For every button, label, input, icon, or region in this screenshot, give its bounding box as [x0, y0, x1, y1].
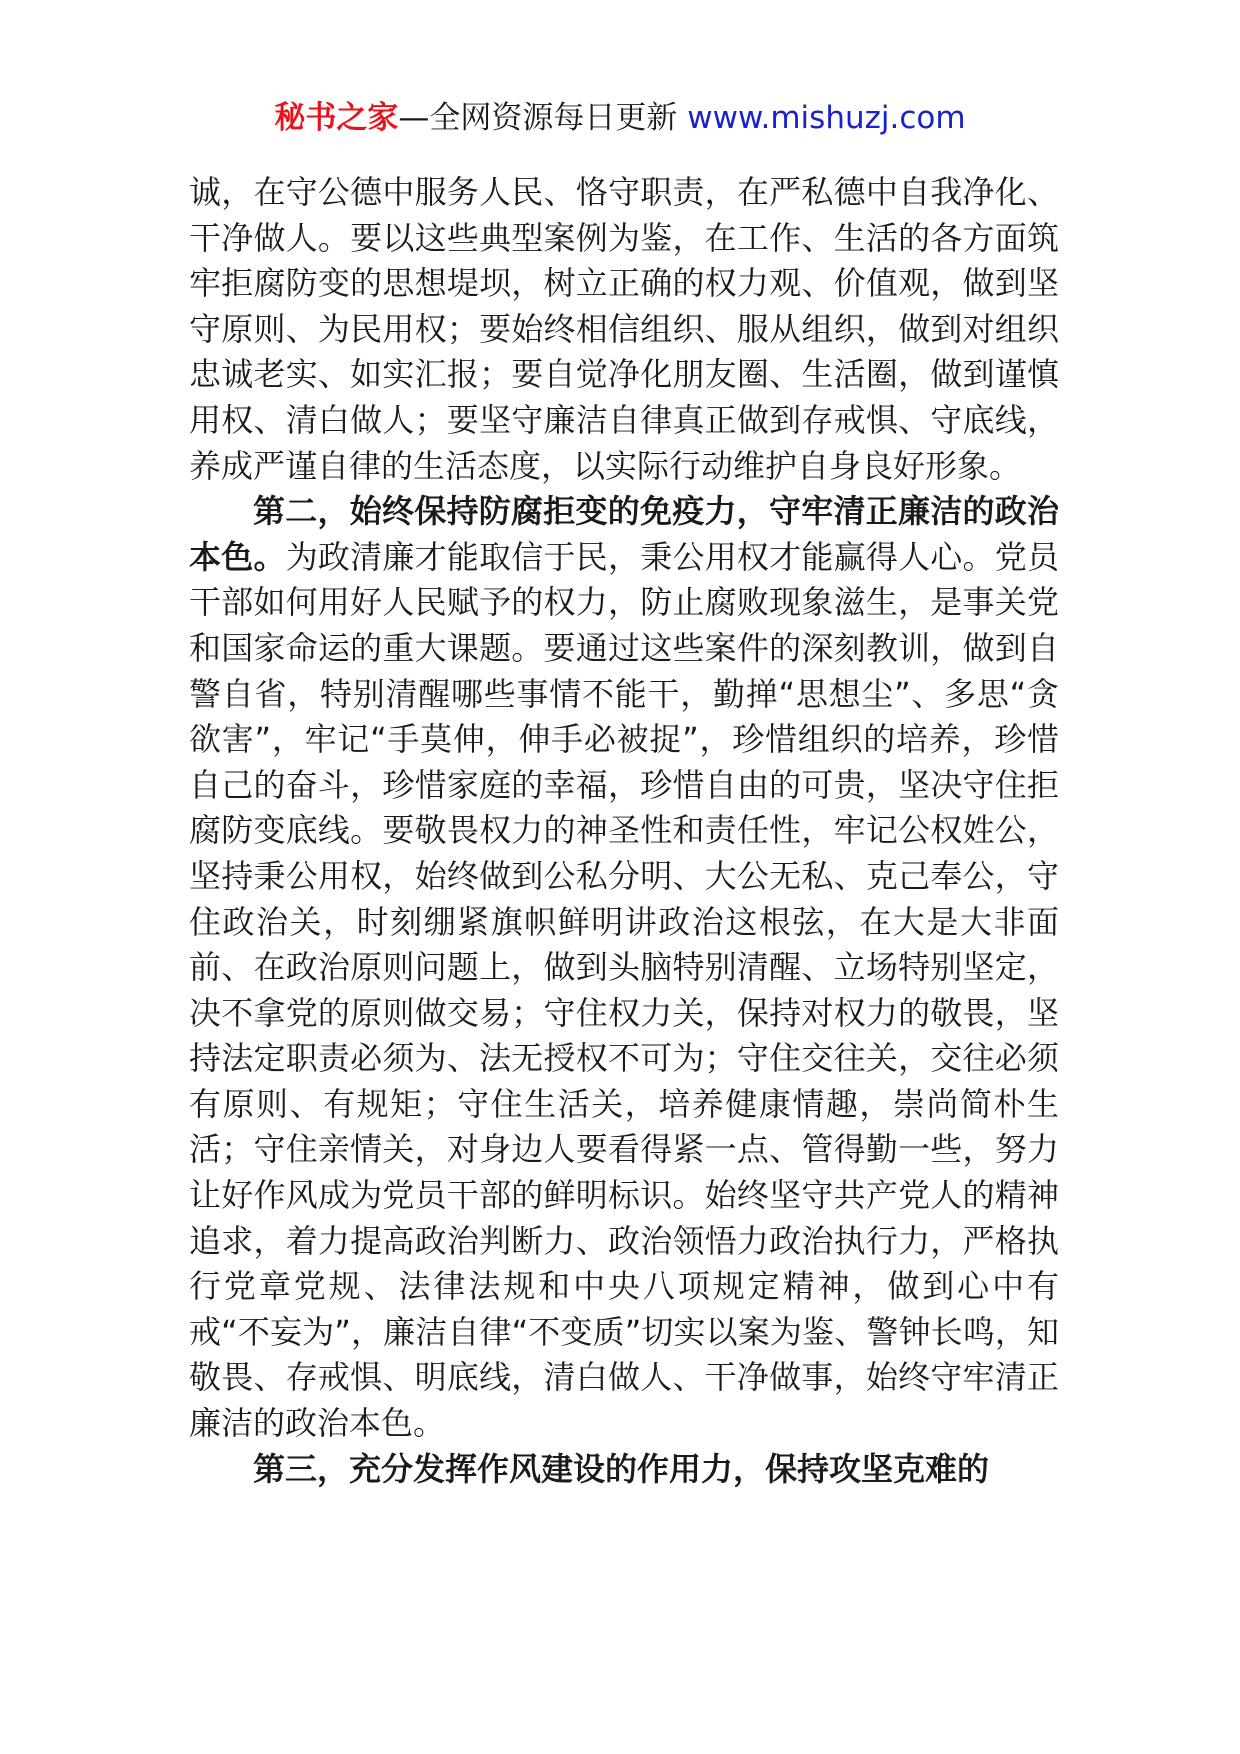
- paragraph-2: [189, 489, 1059, 1446]
- paragraph-1: [189, 170, 1059, 489]
- site-header: [0, 96, 1240, 140]
- paragraph-3: [189, 1447, 1059, 1493]
- brand-name: 秘书之家: [274, 100, 399, 136]
- header-tagline: —全网资源每日更新: [398, 100, 688, 136]
- document-body: [189, 170, 1059, 1492]
- paragraph-2-heading: 第二，始终保持防腐拒变的免疫力，守牢清正廉洁的政治本色。: [189, 492, 1059, 576]
- paragraph-2-text: 为政清廉才能取信于民，秉公用权才能赢得人心。党员干部如何用好人民赋予的权力，防止腐败现象滋生，是事关党和国家命运的重大课题。要通过这些案件的深刻教训，做到自警自省，特别清醒哪些事情不能干，勤掸“思想尘”、多思“贪欲害”，牢记“手莫伸，伸手必被捉”，珍惜组织的培养，珍惜自己的奋斗，珍惜家庭的幸福，珍惜自由的可贵，坚决守住拒腐防变底线。要敬畏权力的神圣性和责任性，牢记公权姓公，坚持秉公用权，始终做到公私分明、大公无私、克己奉公，守住政治关，时刻绷紧旗帜鲜明讲政治这根弦，在大是大非面前、在政治原则问题上，做到头脑特别清醒、立场特别坚定，决不拿党的原则做交易；守住权力关，保持对权力的敬畏，坚持法定职责必须为、法无授权不可为；守住交往关，交往必须有原则、有规矩；守住生活关，培养健康情趣，崇尚简朴生活；守住亲情关，对身边人要看得紧一点、管得勤一些，努力让好作风成为党员干部的鲜明标识。始终坚守共产党人的精神追求，着力提高政治判断力、政治领悟力政治执行力，严格执行党章党规、法律法规和中央八项规定精神，做到心中有戒“不妄为”，廉洁自律“不变质”切实以案为鉴、警钟长鸣，知敬畏、存戒惧、明底线，清白做人、干净做事，始终守牢清正廉洁的政治本色。: [189, 537, 1059, 1443]
- paragraph-1-text: 诚，在守公德中服务人民、恪守职责，在严私德中自我净化、干净做人。要以这些典型案例为鉴，在工作、生活的各方面筑牢拒腐防变的思想堤坝，树立正确的权力观、价值观，做到坚守原则、为民用权；要始终相信组织、服从组织，做到对组织忠诚老实、如实汇报；要自觉净化朋友圈、生活圈，做到谨慎用权、清白做人；要坚守廉洁自律真正做到存戒惧、守底线，养成严谨自律的生活态度，以实际行动维护自身良好形象。: [189, 173, 1059, 485]
- paragraph-3-heading: 第三，充分发挥作风建设的作用力，保持攻坚克难的: [253, 1449, 990, 1488]
- site-url-link[interactable]: www.mishuzj.com: [687, 100, 966, 136]
